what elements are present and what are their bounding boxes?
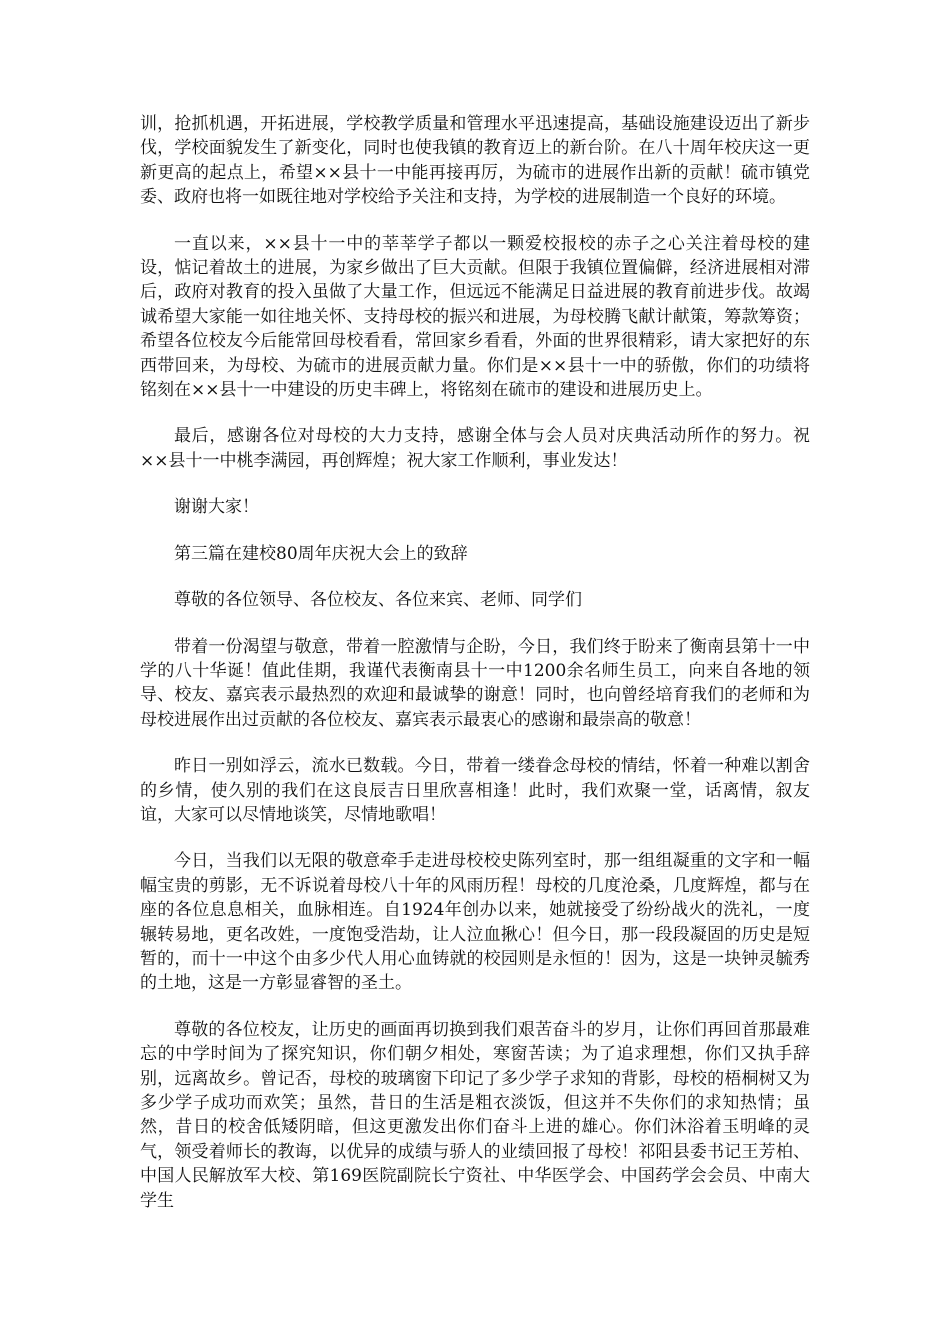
document-page: [140, 112, 810, 1235]
section-title: 第三篇在建校80周年庆祝大会上的致辞: [174, 543, 468, 564]
paragraph-closing-thanks: 最后，感谢各位对母校的大力支持，感谢全体与会人员对庆典活动所作的努力。祝××县十一中桃李满园，再创辉煌；祝大家工作顺利，事业发达！: [140, 426, 810, 471]
paragraph-history: 今日，当我们以无限的敬意牵手走进母校校史陈列室时，那一组组凝重的文字和一幅幅宝贵的剪影，无不诉说着母校八十年的风雨历程！母校的几度沧桑，几度辉煌，都与在座的各位息息相关，血脉相连。自1924年创办以来，她就接受了纷纷战火的洗礼，一度辗转易地，更名改姓，一度饱受浩劫，让人泣血揪心！但今日，那一段段凝固的历史是短暂的，而十一中这个由多少代人用心血铸就的校园则是永恒的！因为，这是一块钟灵毓秀的土地，这是一方彰显睿智的圣土。: [140, 851, 810, 994]
salutation: 尊敬的各位领导、各位校友、各位来宾、老师、同学们: [174, 590, 582, 611]
paragraph-thank-you: 谢谢大家！: [174, 497, 259, 518]
paragraph-alumni-memories: 尊敬的各位校友，让历史的画面再切换到我们艰苦奋斗的岁月，让你们再回首那最难忘的中学时间为了探究知识，你们朝夕相处，寒窗苦读；为了追求理想，你们又执手辞别，远离故乡。曾记否，母校的玻璃窗下印记了多少学子求知的背影，母校的梧桐树又为多少学子成功而欢笑；虽然，昔日的生活是粗衣淡饭，但这并不失你们的求知热情；虽然，昔日的校舍低矮阴暗，但这更激发出你们奋斗上进的雄心。你们沐浴着玉明峰的灵气，领受着师长的教诲，以优异的成绩与骄人的业绩回报了母校！祁阳县委书记王芳柏、中国人民解放军大校、第169医院副院长宁资社、中华医学会、中国药学会会员、中南大学生: [140, 1019, 810, 1211]
paragraph-alumni-concern: 一直以来，××县十一中的莘莘学子都以一颗爱校报校的赤子之心关注着母校的建设，惦记着故土的进展，为家乡做出了巨大贡献。但限于我镇位置偏僻，经济进展相对滞后，政府对教育的投入虽做了大量工作，但远远不能满足日益进展的教育前进步伐。故竭诚希望大家能一如往地关怀、支持母校的振兴和进展，为母校腾飞献计献策，筹款筹资；希望各位校友今后能常回母校看看，常回家乡看看，外面的世界很精彩，请大家把好的东西带回来，为母校、为硫市的进展贡献力量。你们是××县十一中的骄傲，你们的功绩将铭刻在××县十一中建设的历史丰碑上，将铭刻在硫市的建设和进展历史上。: [140, 233, 810, 401]
paragraph-reunion: 昨日一别如浮云，流水已数载。今日，带着一缕眷念母校的情结，怀着一种难以割舍的乡情，使久别的我们在这良辰吉日里欣喜相逢！此时，我们欢聚一堂，话离情，叙友谊，大家可以尽情地谈笑，尽情地歌唱！: [140, 756, 810, 825]
paragraph-welcome: 带着一份渴望与敬意，带着一腔激情与企盼，今日，我们终于盼来了衡南县第十一中学的八十华诞！值此佳期，我谨代表衡南县十一中1200余名师生员工，向来自各地的领导、校友、嘉宾表示最热烈的欢迎和最诚挚的谢意！同时，也向曾经培育我们的老师和为母校进展作出过贡献的各位校友、嘉宾表示最衷心的感谢和最崇高的敬意！: [140, 636, 810, 730]
paragraph-continuation: 训，抢抓机遇，开拓进展，学校教学质量和管理水平迅速提高，基础设施建设迈出了新步伐，学校面貌发生了新变化，同时也使我镇的教育迈上的新台阶。在八十周年校庆这一更新更高的起点上，希望××县十一中能再接再厉，为硫市的进展作出新的贡献！硫市镇党委、政府也将一如既往地对学校给予关注和支持，为学校的进展制造一个良好的环境。: [140, 114, 810, 208]
